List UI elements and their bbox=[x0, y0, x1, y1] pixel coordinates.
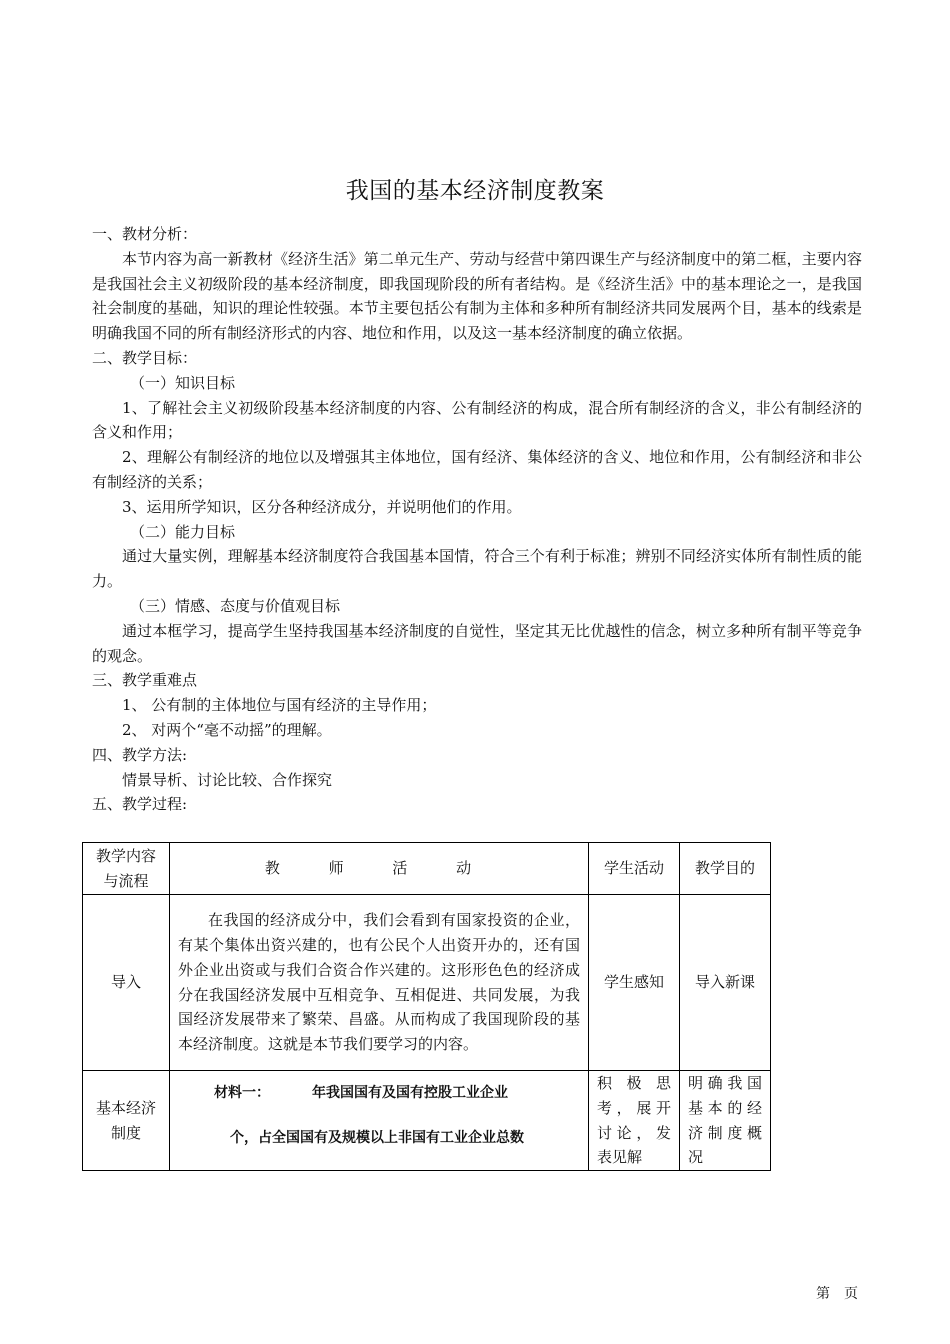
row2-content: 基本经济制度 bbox=[83, 1071, 170, 1171]
ability-goal-text: 通过大量实例，理解基本经济制度符合我国基本国情，符合三个有利于标准；辨别不同经济实体所有制性质的能力。 bbox=[92, 547, 862, 591]
page-label-prefix: 第 bbox=[816, 1286, 830, 1302]
section-heading-4: 四、教学方法: bbox=[92, 745, 188, 764]
page-footer bbox=[816, 1283, 858, 1303]
row1-teaching-purpose: 导入新课 bbox=[680, 895, 771, 1071]
document-title: 我国的基本经济制度教案 bbox=[345, 178, 605, 204]
knowledge-goal-1: 1、了解社会主义初级阶段基本经济制度的内容、公有制经济的构成，混合所有制经济的含义，非公有制经济的含义和作用； bbox=[92, 398, 862, 442]
row2-teaching-purpose: 明确我国基本的经济制度概况 bbox=[680, 1071, 771, 1171]
material-one-line bbox=[178, 1081, 580, 1106]
table-row bbox=[83, 1071, 771, 1171]
section-heading-2: 二、教学目标： bbox=[92, 348, 198, 367]
table-header-row bbox=[83, 843, 771, 895]
section-heading-1: 一、教材分析： bbox=[92, 225, 198, 243]
document-body bbox=[92, 222, 862, 817]
analysis-paragraph: 本节内容为高一新教材《经济生活》第二单元生产、劳动与经营中第四课生产与经济制度中的第二框，主要内容是我国社会主义初级阶段的基本经济制度，即我国现阶段的所有者结构。是《经济生活》中的基本理论之一，是我国社会制度的基础，知识的理论性较强。本节主要包括公有制为主体和多种所有制经济共同发展两个目，基本的线索是明确我国不同的所有制经济形式的内容、地位和作用，以及这一基本经济制度的确立依据。 bbox=[92, 249, 862, 343]
ability-goal-heading: （二）能力目标 bbox=[130, 522, 236, 541]
section-heading-3: 三、教学重难点 bbox=[92, 671, 198, 690]
knowledge-goal-heading: （一）知识目标 bbox=[130, 373, 236, 392]
table-row bbox=[83, 895, 771, 1071]
knowledge-goal-3: 3、运用所学知识，区分各种经济成分，并说明他们的作用。 bbox=[122, 497, 522, 516]
header-teacher-activity-label: 教 师 活 动 bbox=[264, 859, 494, 878]
header-teacher-activity bbox=[170, 843, 589, 895]
emotion-goal-text: 通过本框学习，提高学生坚持我国基本经济制度的自觉性，坚定其无比优越性的信念，树立多种所有制平等竞争的观念。 bbox=[92, 621, 862, 665]
key-point-1: 1、 公有制的主体地位与国有经济的主导作用； bbox=[122, 696, 437, 715]
knowledge-goal-2: 2、理解公有制经济的地位以及增强其主体地位，国有经济、集体经济的含义、地位和作用，公有制经济和非公有制经济的关系； bbox=[92, 448, 862, 491]
emotion-goal-heading: （三）情感、态度与价值观目标 bbox=[130, 596, 341, 615]
material-one-text: 年我国国有及国有控股工业企业 bbox=[312, 1085, 508, 1101]
header-teaching-purpose: 教学目的 bbox=[680, 843, 771, 895]
material-one-line-2: 个，占全国国有及规模以上非国有工业企业总数 bbox=[230, 1129, 524, 1146]
row2-teacher-activity bbox=[170, 1071, 589, 1171]
header-student-activity: 学生活动 bbox=[589, 843, 680, 895]
row1-student-activity: 学生感知 bbox=[589, 895, 680, 1071]
page-label-suffix: 页 bbox=[844, 1286, 858, 1302]
section-heading-5: 五、教学过程: bbox=[92, 795, 188, 814]
header-content-flow: 教学内容与流程 bbox=[83, 843, 170, 895]
row2-student-activity: 积极思考，展开讨论，发表见解 bbox=[589, 1071, 680, 1171]
row1-content: 导入 bbox=[83, 895, 170, 1071]
row1-teacher-activity: 在我国的经济成分中，我们会看到有国家投资的企业，有某个集体出资兴建的，也有公民个人出资开办的，还有国外企业出资或与我们合资合作兴建的。这形形色色的经济成分在我国经济发展中互相竞争、互相促进、共同发展，为我国经济发展带来了繁荣、昌盛。从而构成了我国现阶段的基本经济制度。这就是本节我们要学习的内容。 bbox=[170, 895, 589, 1071]
key-point-2: 2、 对两个“毫不动摇”的理解。 bbox=[122, 720, 332, 739]
material-one-label: 材料一： bbox=[214, 1085, 270, 1101]
teaching-process-table bbox=[82, 842, 771, 1171]
teaching-methods: 情景导析、讨论比较、合作探究 bbox=[122, 770, 333, 789]
